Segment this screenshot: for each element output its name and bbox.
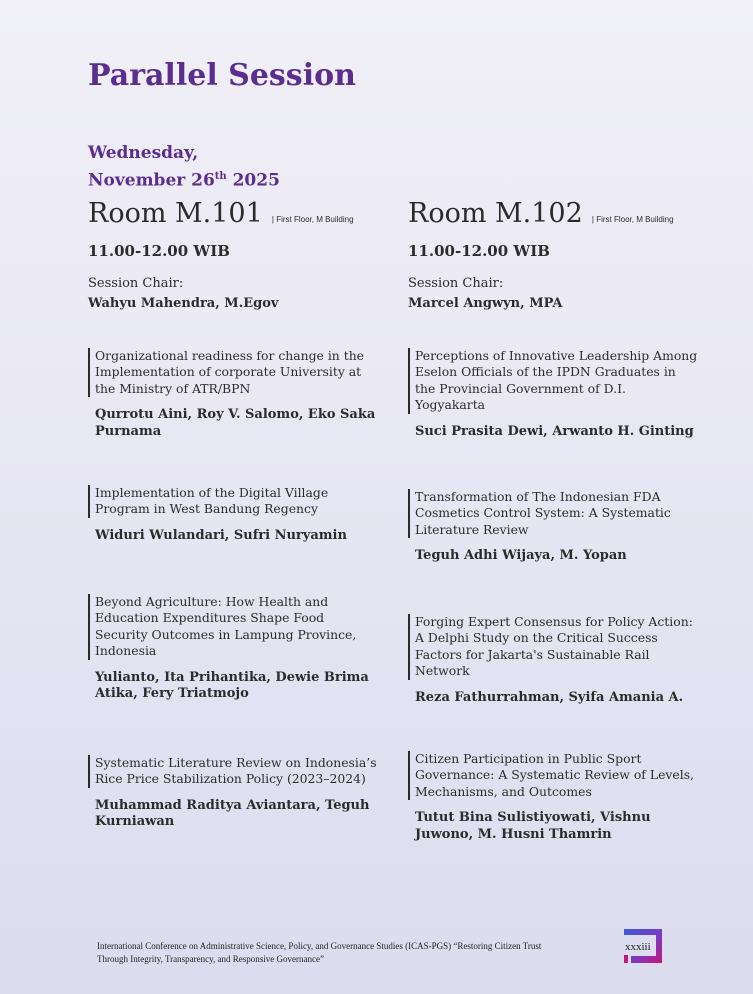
date-year: 2025	[226, 170, 280, 191]
paper-title: Transformation of The Indonesian FDA Cosmetics Control System: A Systematic Literature Review	[408, 489, 698, 538]
paper-item	[408, 614, 698, 706]
paper-item	[88, 348, 378, 440]
paper-authors: Reza Fathurrahman, Syifa Amania A.	[415, 689, 684, 705]
date-suffix: th	[214, 171, 227, 182]
paper-item	[88, 594, 378, 703]
page-title: Parallel Session	[88, 58, 356, 93]
paper-item	[408, 489, 698, 565]
paper-authors: Teguh Adhi Wijaya, M. Yopan	[415, 548, 627, 564]
room-column-m102	[408, 198, 708, 842]
session-chair-name: Wahyu Mahendra, M.Egov	[88, 296, 279, 311]
paper-title: Forging Expert Consensus for Policy Action: A Delphi Study on the Critical Success Factors for Jakarta's Sustainable Rail Network	[408, 614, 698, 680]
session-day: Wednesday,	[88, 143, 199, 163]
paper-title: Citizen Participation in Public Sport Governance: A Systematic Review of Levels, Mechanisms, and Outcomes	[408, 751, 698, 800]
paper-authors: Tutut Bina Sulistiyowati, Vishnu Juwono, M. Husni Thamrin	[415, 810, 651, 842]
session-time: 11.00-12.00 WIB	[88, 242, 230, 260]
session-chair-name: Marcel Angwyn, MPA	[408, 296, 563, 311]
paper-authors: Suci Prasita Dewi, Arwanto H. Ginting	[415, 423, 694, 439]
paper-item	[408, 348, 698, 440]
paper-authors: Yulianto, Ita Prihantika, Dewie Brima Atika, Fery Triatmojo	[95, 669, 369, 702]
paper-title: Beyond Agriculture: How Health and Education Expenditures Shape Food Security Outcomes in Lampung Province, Indonesia	[88, 594, 378, 660]
conference-footer	[97, 940, 627, 966]
room-header	[408, 198, 708, 236]
session-chair-label: Session Chair:	[408, 276, 504, 291]
room-name: Room M.102	[408, 198, 583, 229]
paper-item	[88, 485, 378, 544]
paper-authors: Qurrotu Aini, Roy V. Salomo, Eko Saka Purnama	[95, 407, 376, 439]
paper-title: Perceptions of Innovative Leadership Among Eselon Officials of the IPDN Graduates in the Provincial Government of D.I. Yogyakarta	[408, 348, 698, 414]
session-full-date	[88, 165, 280, 193]
paper-authors: Widuri Wulandari, Sufri Nuryamin	[95, 527, 347, 543]
paper-title: Implementation of the Digital Village Program in West Bandung Regency	[88, 485, 378, 518]
paper-item	[408, 751, 698, 843]
room-name: Room M.101	[88, 198, 263, 229]
session-date	[88, 142, 280, 193]
footer-line-2: Through Integrity, Transparency, and Responsive Governance”	[97, 954, 325, 964]
session-time: 11.00-12.00 WIB	[408, 242, 550, 260]
paper-title: Organizational readiness for change in the Implementation of corporate University at the Ministry of ATR/BPN	[88, 348, 378, 397]
room-header	[88, 198, 388, 236]
room-location: | First Floor, M Building	[271, 215, 354, 224]
paper-title: Systematic Literature Review on Indonesia’s Rice Price Stabilization Policy (2023–2024)	[88, 755, 378, 788]
room-column-m101	[88, 198, 388, 830]
date-month-day: November 26	[88, 170, 215, 191]
paper-item	[88, 755, 378, 831]
footer-line-1: International Conference on Administrative Science, Policy, and Governance Studies (ICAS-PGS) “Restoring Citizen Trust	[97, 941, 542, 951]
session-chair-label: Session Chair:	[88, 276, 184, 291]
room-location: | First Floor, M Building	[591, 215, 674, 224]
page-number: xxxiii	[625, 941, 651, 953]
paper-authors: Muhammad Raditya Aviantara, Teguh Kurniawan	[95, 797, 370, 830]
